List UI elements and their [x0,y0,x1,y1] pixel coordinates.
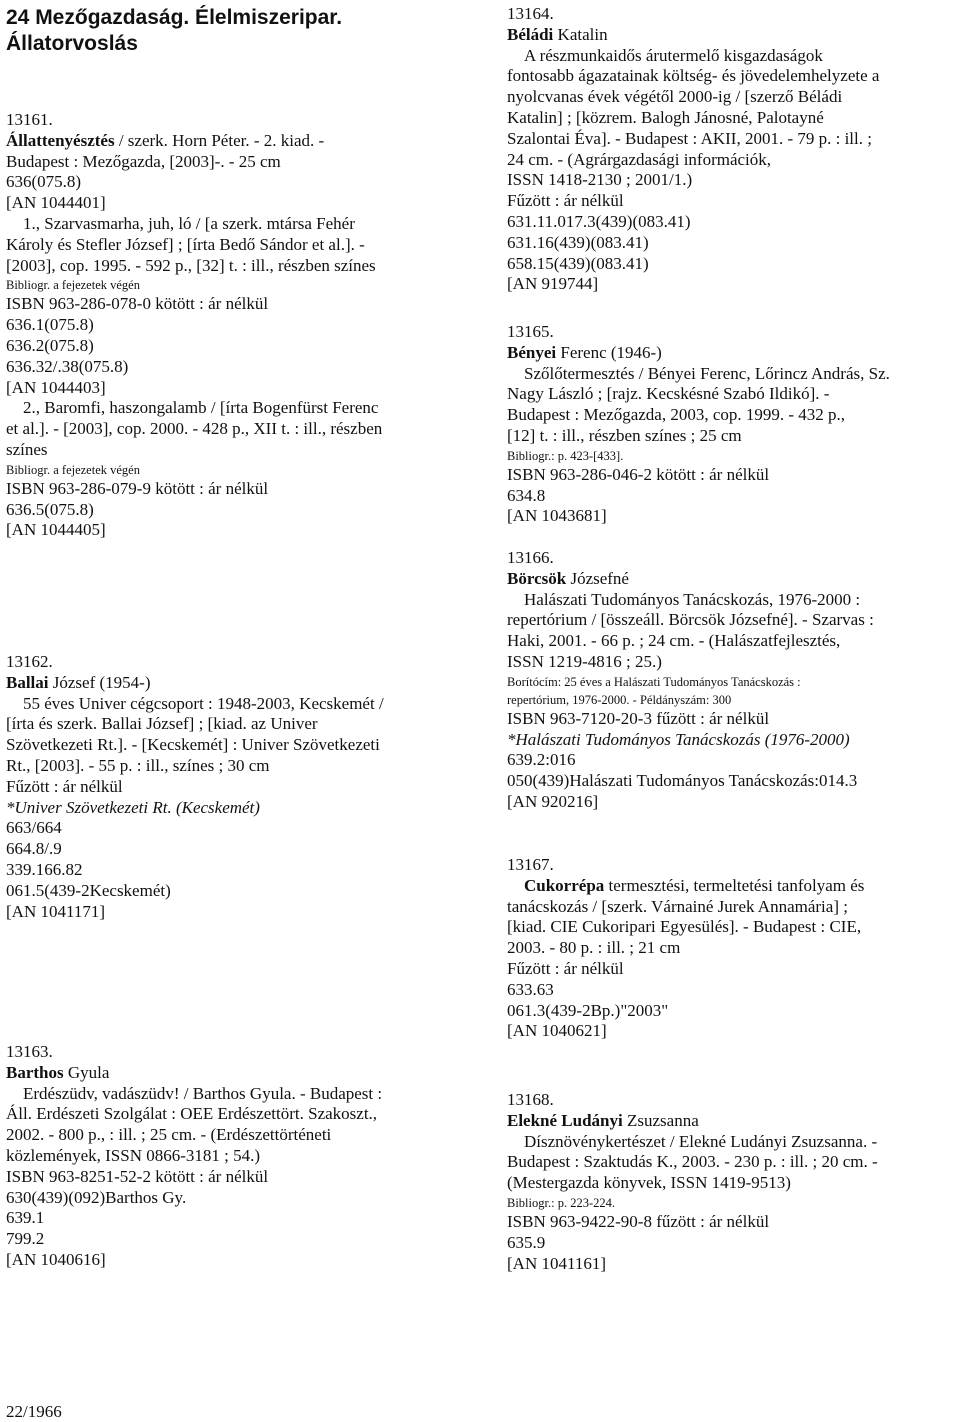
entry-note [507,673,874,691]
entry-line [6,500,382,521]
entry-line [507,465,890,486]
entry-line [507,569,874,590]
entry-text: 631.11.017.3(439)(083.41) [507,211,691,231]
entry-line [507,343,890,364]
entry-line [507,730,874,751]
entry-text: Fűzött : ár nélkül [507,958,624,978]
entry-line [6,419,382,440]
entry-text: repertórium, 1976-2000. - Példányszám: 300 [507,692,732,707]
entry-text: Bibliogr.: p. 223-224. [507,1195,615,1210]
bib-entry [507,322,890,527]
entry-line [507,212,879,233]
entry-text: A részmunkaidős árutermelő kisgazdaságok [524,45,823,65]
entry-line [507,87,879,108]
entry-line [507,1254,878,1275]
entry-line [507,1152,878,1173]
entry-author-bold: Béládi [507,24,554,44]
entry-text: 636.5(075.8) [6,499,94,519]
entry-line [6,1229,382,1250]
entry-text: Zsuzsanna [622,1110,699,1130]
entry-line [6,152,382,173]
entry-line [6,714,384,735]
entry-text: József (1954-) [48,672,151,692]
entry-text: 799.2 [6,1229,45,1249]
entry-text: [AN 1044403] [6,377,106,397]
entry-text: fontosabb ágazatainak költség- és jövedelemhelyzete a [507,66,880,86]
entry-text: 636.2(075.8) [6,335,94,355]
entry-number [507,548,874,569]
entry-text: [AN 919744] [507,274,599,294]
entry-line [6,256,382,277]
entry-line [6,378,382,399]
entry-line [6,131,382,152]
entry-line [6,336,382,357]
entry-text: 636.32/.38(075.8) [6,356,129,376]
entry-text: 630(439)(092)Barthos Gy. [6,1187,187,1207]
entry-text: Gyula [63,1062,110,1082]
entry-note [6,276,382,294]
section-heading-line: Állatorvoslás [6,32,138,55]
entry-author-bold: Barthos [6,1062,64,1082]
entry-text: Erdészüdv, vadászüdv! / Barthos Gyula. - Budapest : [23,1083,383,1103]
entry-line [6,1167,382,1188]
entry-text: et al.]. - [2003], cop. 2000. - 428 p., XII t. : ill., részben [6,419,383,439]
bib-entry [6,110,382,541]
entry-line [507,709,874,730]
entry-line [6,315,382,336]
entry-text: 633.63 [507,979,554,999]
entry-note [507,447,890,465]
entry-text: Nagy László ; [rajz. Kecskésné Szabó Ildikó]. - [507,384,830,404]
entry-author-bold: Elekné Ludányi [507,1110,623,1130]
entry-text: 061.3(439-2Bp.)"2003" [507,1000,669,1020]
entry-line [507,233,879,254]
entry-text: Budapest : Mezőgazda, [2003]-. - 25 cm [6,151,281,171]
entry-line [507,46,879,67]
entry-text: Budapest : Szaktudás K., 2003. - 230 p. : ill. ; 20 cm. - [507,1152,878,1172]
entry-line [6,777,384,798]
entry-note [507,1194,878,1212]
entry-text: 2002. - 800 p., : ill. ; 25 cm. - (Erdészettörténeti [6,1125,332,1145]
entry-line [6,1208,382,1229]
entry-text: [AN 1043681] [507,506,607,526]
entry-line [6,1063,382,1084]
entry-text: Bibliogr. a fejezetek végén [6,278,140,293]
entry-author-bold: Ballai [6,672,49,692]
entry-text: Katalin] ; [közrem. Balogh Jánosné, Palotayné [507,107,824,127]
entry-line [6,214,382,235]
entry-text: 639.1 [6,1208,45,1228]
entry-line [6,881,384,902]
entry-line [6,860,384,881]
entry-text: Szalontai Éva]. - Budapest : AKII, 2001. - 79 p. : ill. ; [507,128,872,148]
entry-text: Szőlőtermesztés / Bényei Ferenc, Lőrincz András, Sz. [524,363,890,383]
entry-text: 663/664 [6,818,62,838]
entry-line [6,694,384,715]
section-heading [6,5,468,57]
entry-text: [AN 1044405] [6,520,106,540]
entry-line [507,426,890,447]
entry-text: Budapest : Mezőgazda, 2003, cop. 1999. - 432 p., [507,405,846,425]
entry-line [6,798,384,819]
entry-text: / szerk. Horn Péter. - 2. kiad. - [114,130,325,150]
entry-line [6,294,382,315]
bib-entry [507,855,864,1042]
entry-line [6,398,382,419]
entry-text: Halászati Tudományos Tanácskozás, 1976-2000 : [524,589,861,609]
entry-author-bold: Börcsök [507,568,567,588]
entry-text: *Halászati Tudományos Tanácskozás (1976-2000) [507,729,850,749]
entry-line [507,1173,878,1194]
entry-line [6,1084,382,1105]
entry-line [507,66,879,87]
entry-text: 2., Baromfi, haszongalamb / [írta Bogenfürst Ferenc [23,398,379,418]
entry-line [507,1212,878,1233]
entry-text: 658.15(439)(083.41) [507,253,649,273]
entry-text: termesztési, termeltetési tanfolyam és [604,875,865,895]
entry-text: színes [6,439,48,459]
entry-line [6,673,384,694]
entry-text: 339.166.82 [6,859,83,879]
entry-text: Szövetkezeti Rt.]. - [Kecskemét] : Univer Szövetkezeti [6,735,380,755]
entry-text: [AN 1041161] [507,1253,606,1273]
entry-line [507,980,864,1001]
entry-line [507,917,864,938]
entry-text: 2003. - 80 p. : ill. ; 21 cm [507,938,681,958]
entry-line [507,25,879,46]
entry-text: ISBN 963-9422-90-8 fűzött : ár nélkül [507,1211,770,1231]
entry-line [6,440,382,461]
entry-text: 13165. [507,322,554,341]
entry-line [6,1125,382,1146]
entry-number [507,4,879,25]
entry-line [507,631,874,652]
entry-number [6,110,382,131]
entry-text: 061.5(439-2Kecskemét) [6,880,171,900]
entry-line [507,506,890,527]
entry-text: Józsefné [566,568,629,588]
entry-text: 55 éves Univer cégcsoport : 1948-2003, Kecskemét / [23,693,384,713]
entry-line [6,235,382,256]
entry-line [507,1111,878,1132]
entry-line [507,274,879,295]
entry-line [6,839,384,860]
entry-line [6,818,384,839]
entry-text: [AN 1040621] [507,1021,607,1041]
entry-text: ISBN 963-286-046-2 kötött : ár nélkül [507,464,770,484]
entry-line [507,750,874,771]
entry-text: [írta és szerk. Ballai József] ; [kiad. az Univer [6,714,318,734]
entry-line [507,364,890,385]
bib-entry [507,1090,878,1274]
entry-line [507,938,864,959]
entry-line [507,405,890,426]
entry-text: Rt., [2003]. - 55 p. : ill., színes ; 30 cm [6,755,270,775]
entry-text: 13162. [6,652,53,671]
entry-line [507,1132,878,1153]
entry-line [507,792,874,813]
entry-number [507,855,864,876]
entry-text: ISBN 963-286-078-0 kötött : ár nélkül [6,294,269,314]
entry-note [6,461,382,479]
entry-text: 24 cm. - (Agrárgazdasági információk, [507,149,772,169]
entry-text: Fűzött : ár nélkül [507,191,624,211]
entry-text: tanácskozás / [szerk. Várnainé Jurek Annamária] ; [507,896,848,916]
entry-line [6,193,382,214]
entry-text: 13161. [6,110,53,129]
entry-text: 635.9 [507,1232,546,1252]
entry-text: ISBN 963-8251-52-2 kötött : ár nélkül [6,1166,269,1186]
entry-line [507,254,879,275]
entry-line [507,897,864,918]
entry-text: ISSN 1418-2130 ; 2001/1.) [507,170,693,190]
entry-line [507,1001,864,1022]
entry-text: repertórium / [összeáll. Börcsök Józsefné]. - Szarvas : [507,610,874,630]
entry-text: 634.8 [507,485,546,505]
entry-text: ISBN 963-7120-20-3 fűzött : ár nélkül [507,708,770,728]
entry-author-bold: Cukorrépa [524,875,605,895]
entry-text: Bibliogr.: p. 423-[433]. [507,448,624,463]
entry-text: (Mestergazda könyvek, ISSN 1419-9513) [507,1173,791,1193]
entry-line [6,756,384,777]
entry-number [6,1042,382,1063]
entry-line [507,959,864,980]
entry-text: 631.16(439)(083.41) [507,232,649,252]
entry-number [507,1090,878,1111]
left-column [6,0,468,1269]
entry-text: 13166. [507,548,554,567]
entry-author-bold: Bényei [507,342,557,362]
entry-text: ISBN 963-286-079-9 kötött : ár nélkül [6,478,269,498]
entry-line [507,1233,878,1254]
entry-line [507,590,874,611]
entry-line [507,771,874,792]
bib-entry [6,1042,382,1271]
entry-text: közlemények, ISSN 0866-3181 ; 54.) [6,1145,261,1165]
entry-text: [12] t. : ill., részben színes ; 25 cm [507,425,742,445]
entry-text: [AN 920216] [507,791,599,811]
entry-note [507,691,874,709]
page-number: 22/1966 [6,1402,62,1421]
entry-line [6,172,382,193]
entry-text: 050(439)Halászati Tudományos Tanácskozás:014.3 [507,771,858,791]
entry-text: Bibliogr. a fejezetek végén [6,462,140,477]
entry-text: Fűzött : ár nélkül [6,776,123,796]
entry-line [6,479,382,500]
entry-line [6,357,382,378]
bib-entry [6,652,384,922]
entry-text: Dísznövénykertészet / Elekné Ludányi Zsuzsanna. - [524,1131,878,1151]
entry-line [507,129,879,150]
entry-text: Áll. Erdészeti Szolgálat : OEE Erdészettört. Szakoszt., [6,1104,378,1124]
entry-line [507,150,879,171]
entry-text: [AN 1044401] [6,193,106,213]
entry-text: Katalin [553,24,608,44]
entry-text: nyolcvanas évek végétől 2000-ig / [szerző Béládi [507,87,843,107]
entry-text: 636(075.8) [6,172,82,192]
entry-line [507,486,890,507]
entry-line [6,1188,382,1209]
entry-line [507,876,864,897]
entry-line [6,902,384,923]
entry-line [6,1146,382,1167]
entry-line [507,610,874,631]
entry-line [6,520,382,541]
entry-line [507,384,890,405]
entry-author-bold: Állattenyésztés [6,130,115,150]
entry-line [6,735,384,756]
entry-text: Haki, 2001. - 66 p. ; 24 cm. - (Halászatfejlesztés, [507,631,841,651]
entry-line [507,652,874,673]
entry-text: 664.8/.9 [6,839,62,859]
entry-text: Borítócím: 25 éves a Halászati Tudományos Tanácskozás : [507,674,801,689]
entry-text: [AN 1041171] [6,901,105,921]
entry-text: ISSN 1219-4816 ; 25.) [507,651,662,671]
bib-entry [507,548,874,813]
entry-text: Károly és Stefler József] ; [írta Bedő Sándor et al.]. - [6,234,365,254]
entry-line [507,1021,864,1042]
entry-text: [kiad. CIE Cukoripari Egyesülés]. - Budapest : CIE, [507,917,862,937]
entry-line [507,108,879,129]
entry-text: 13168. [507,1090,554,1109]
entry-text: 13163. [6,1042,53,1061]
entry-text: [2003], cop. 1995. - 592 p., [32] t. : ill., részben színes [6,255,376,275]
entry-line [507,170,879,191]
entry-line [6,1250,382,1271]
entry-number [507,322,890,343]
entry-text: 13167. [507,855,554,874]
section-heading-line: 24 Mezőgazdaság. Élelmiszeripar. [6,6,343,29]
entry-text: *Univer Szövetkezeti Rt. (Kecskemét) [6,797,260,817]
entry-text: Ferenc (1946-) [556,342,662,362]
entry-text: 636.1(075.8) [6,315,94,335]
bib-entry [507,4,879,295]
entry-text: 639.2:016 [507,750,576,770]
entry-line [507,191,879,212]
entry-line [6,1104,382,1125]
entry-text: [AN 1040616] [6,1249,106,1269]
entry-number [6,652,384,673]
entry-text: 13164. [507,4,554,23]
entry-text: 1., Szarvasmarha, juh, ló / [a szerk. mtársa Fehér [23,213,355,233]
